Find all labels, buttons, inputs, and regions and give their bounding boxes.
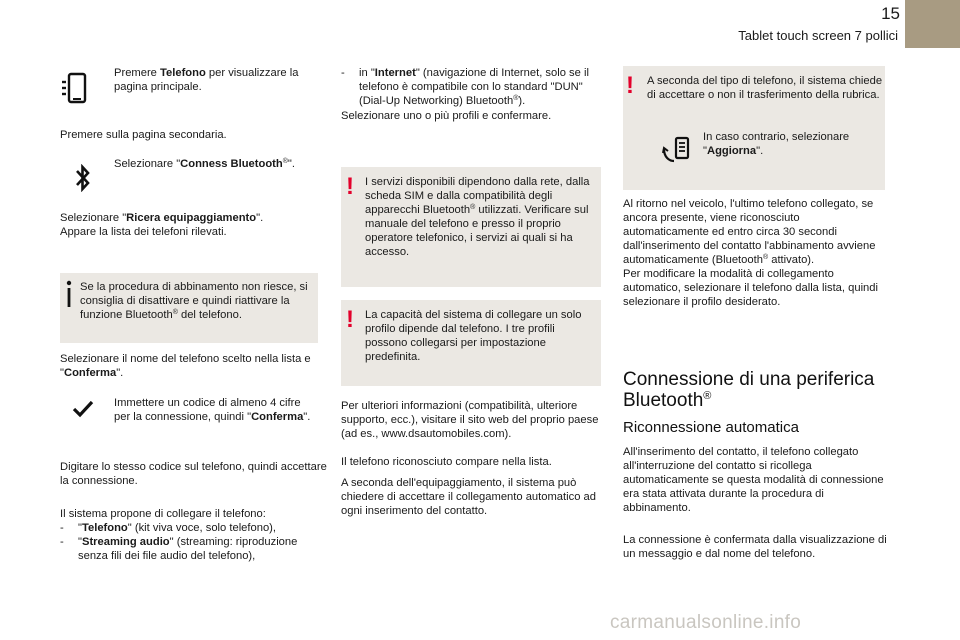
profile-list-item: - "Telefono" (kit viva voce, solo telefono),: [60, 522, 277, 534]
profiles-intro: Il sistema propone di collegare il telefono:: [60, 508, 266, 520]
info-note-text: Se la procedura di abbinamento non riesce, si consiglia di disattivare e quindi riattivare la funzione Bluetooth® del telefono.: [80, 281, 308, 321]
warning-icon: !: [346, 306, 354, 333]
info-icon: [63, 279, 75, 309]
warning-text-profile: La capacità del sistema di collegare un solo profilo dipende dal telefono. I tre profili possono collegarsi per impostazione predefinita.: [365, 309, 582, 363]
reconnect-text: All'inserimento del contatto, il telefono collegato all'interruzione del contatto si ricollega automaticamente se questa modalità di connessione era stata attivata durante la procedura di abbinamento.: [623, 446, 884, 514]
phone-sync-icon: [661, 135, 691, 165]
step-type-code-phone: Digitare lo stesso codice sul telefono, quindi accettare la connessione.: [60, 461, 327, 487]
page-number: 15: [881, 4, 900, 23]
section-title: Tablet touch screen 7 pollici: [738, 28, 898, 43]
warning-box-services: [341, 167, 601, 287]
phone-menu-icon: [60, 72, 90, 104]
step-ricera-equipaggiamento: Selezionare "Ricera equipaggiamento". Appare la lista dei telefoni rilevati.: [60, 212, 264, 238]
return-vehicle-text: Al ritorno nel veicolo, l'ultimo telefono collegato, se ancora presente, viene riconosciuto automaticamente ed entro circa 30 secondi dall'inserimento del contatto l'abbinamento avviene automaticamente (Bluetooth® attivato).: [623, 198, 876, 266]
more-info-text: Per ulteriori informazioni (compatibilità, ulteriore supporto, ecc.), visitare il sito web del proprio paese (ad es., www.dsautomobiles.com).: [341, 400, 599, 440]
warning-icon: !: [626, 72, 634, 99]
page-tab: [905, 0, 960, 48]
phone-recognized-text: Il telefono riconosciuto compare nella lista.: [341, 456, 552, 468]
heading-connect-device: Connessione di una periferica Bluetooth®: [623, 369, 875, 411]
profile-list-item: - "Streaming audio" (streaming: riproduzione senza fili dei file audio del telefono),: [60, 536, 298, 562]
step-press-telefono: Premere Telefono per visualizzare la pagina principale.: [114, 67, 299, 93]
step-secondary-page: Premere sulla pagina secondaria.: [60, 129, 227, 141]
step-select-conness-bluetooth: Selezionare "Conness Bluetooth®".: [114, 158, 295, 170]
warning-text-contacts: A seconda del tipo di telefono, il sistema chiede di accettare o non il trasferimento della rubrica.: [647, 75, 883, 101]
heading-auto-reconnect: Riconnessione automatica: [623, 419, 799, 436]
profile-list-item: - in "Internet" (navigazione di Internet, solo se il telefono è compatibile con lo standard "DUN" (Dial-Up Networking) Bluetooth®).: [341, 67, 589, 107]
bluetooth-icon: [74, 164, 92, 192]
watermark: carmanualsonline.info: [610, 612, 802, 633]
warning-box-contacts: [623, 66, 885, 190]
auto-connect-text: A seconda dell'equipaggiamento, il sistema può chiedere di accettare il collegamento automatico ad ogni inserimento del contatto.: [341, 477, 596, 517]
select-profiles: Selezionare uno o più profili e confermare.: [341, 110, 552, 122]
step-enter-code: Immettere un codice di almeno 4 cifre per la connessione, quindi "Conferma".: [114, 397, 311, 423]
step-select-phone-name: Selezionare il nome del telefono scelto nella lista e "Conferma".: [60, 353, 311, 379]
warning-text-services: I servizi disponibili dipendono dalla rete, dalla scheda SIM e dalla compatibilità degli apparecchi Bluetooth® utilizzati. Verificare sul manuale del telefono e presso il proprio operatore telefonico, i servizi ai quali si ha accesso.: [365, 176, 590, 258]
checkmark-icon: [72, 400, 94, 418]
modify-mode-text: Per modificare la modalità di collegamento automatico, selezionare il telefono dalla lista, quindi selezionare il profilo desiderato.: [623, 268, 878, 308]
warning-text-aggiorna: In caso contrario, selezionare "Aggiorna".: [703, 131, 850, 157]
connection-confirmed-text: La connessione è confermata dalla visualizzazione di un messaggio e dal nome del telefono.: [623, 534, 887, 560]
warning-box-profile: [341, 300, 601, 386]
info-box: [60, 273, 318, 343]
warning-icon: !: [346, 173, 354, 200]
